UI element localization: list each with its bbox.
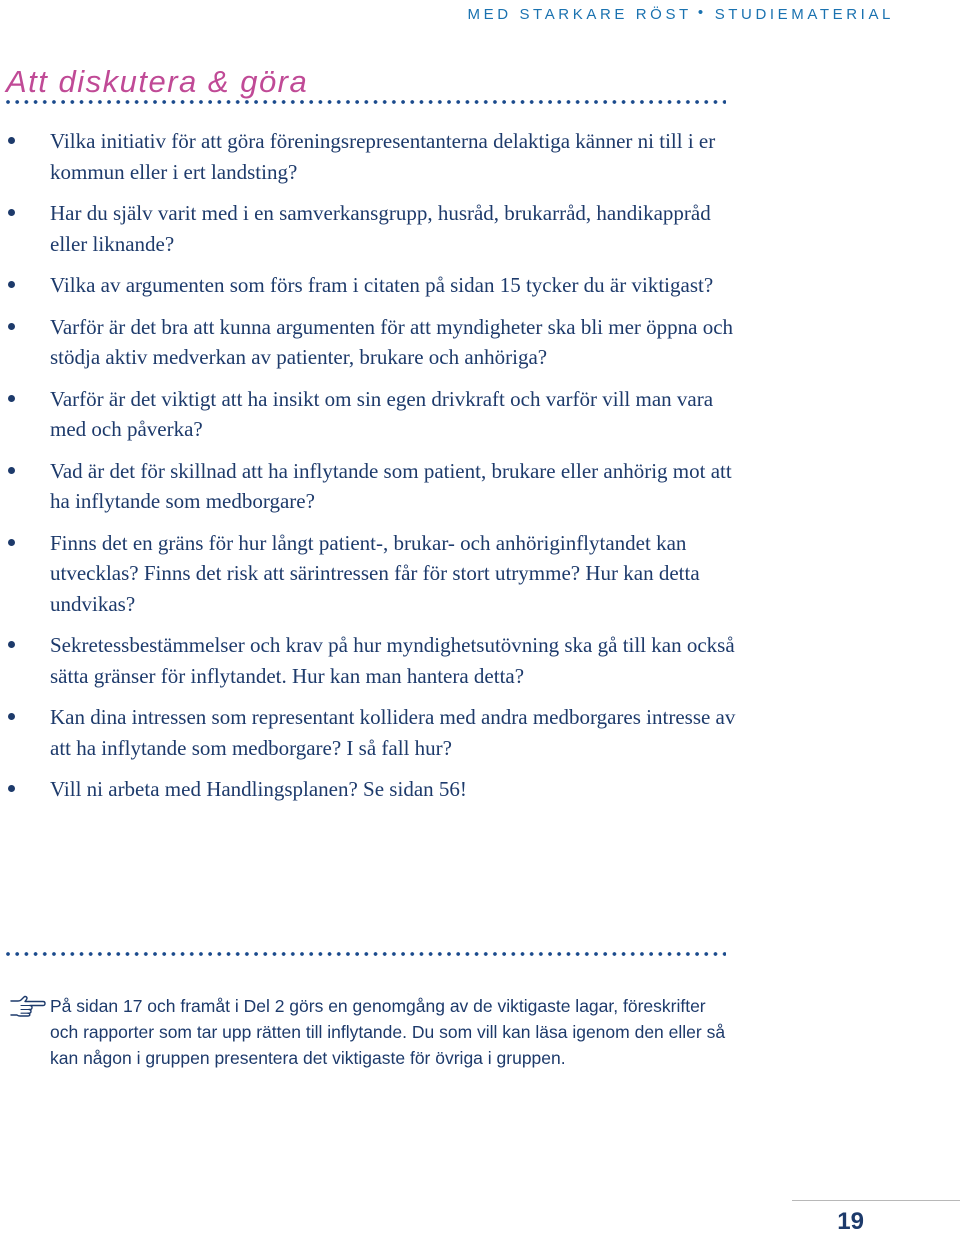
question-item (0, 270, 740, 301)
bullet-icon (8, 323, 15, 330)
question-text: Vilka initiativ för att göra föreningsrepresentanterna delaktiga känner ni till i er kommun eller i ert landsting? (50, 129, 716, 184)
running-header-section: STUDIEMATERIAL (714, 6, 894, 23)
pointing-hand-icon (10, 995, 46, 1017)
running-header (468, 6, 894, 23)
question-text: Vilka av argumenten som förs fram i citaten på sidan 15 tycker du är viktigast? (50, 273, 714, 297)
bullet-icon (8, 209, 15, 216)
page-number: 19 (837, 1208, 864, 1235)
question-text: Har du själv varit med i en samverkansgrupp, husråd, brukarråd, handikappråd eller liknande? (50, 201, 711, 256)
bullet-icon (8, 395, 15, 402)
question-text: Varför är det viktigt att ha insikt om sin egen drivkraft och varför vill man vara med och påverka? (50, 386, 714, 441)
footer-rule (792, 1200, 960, 1201)
question-text: Kan dina intressen som representant kollidera med andra medborgares intresse av att ha inflytande som medborgare? I så fall hur? (50, 705, 736, 760)
question-item (0, 312, 740, 373)
dotted-divider-bottom (6, 952, 726, 956)
question-item (0, 702, 740, 763)
question-text: Vad är det för skillnad att ha inflytande som patient, brukare eller anhörig mot att ha inflytande som medborgare? (50, 458, 732, 513)
question-item (0, 456, 740, 517)
question-item (0, 198, 740, 259)
question-item (0, 126, 740, 187)
question-text: Vill ni arbeta med Handlingsplanen? Se sidan 56! (50, 777, 467, 801)
question-item (0, 774, 740, 805)
bullet-icon (8, 713, 15, 720)
question-item (0, 384, 740, 445)
running-header-publication: MED STARKARE RÖST (467, 6, 692, 23)
bullet-icon (8, 467, 15, 474)
bullet-dot-icon: • (697, 4, 707, 21)
bullet-icon (8, 137, 15, 144)
note-text: På sidan 17 och framåt i Del 2 görs en genomgång av de viktigaste lagar, föreskrifter och rapporter som tar upp rätten till inflytande. Du som vill kan läsa igenom den eller så kan någon i gruppen presentera det viktigaste för övriga i gruppen. (50, 996, 726, 1068)
bullet-icon (8, 281, 15, 288)
question-text: Varför är det bra att kunna argumenten för att myndigheter ska bli mer öppna och stödja aktiv medverkan av patienter, brukare och anhöriga? (50, 314, 734, 369)
question-list (0, 126, 740, 816)
dotted-divider-top (6, 100, 726, 104)
question-item (0, 528, 740, 620)
question-text: Sekretessbestämmelser och krav på hur myndighetsutövning ska gå till kan också sätta gränser för inflytandet. Hur kan man hantera detta? (50, 633, 735, 688)
section-title: Att diskutera & göra (6, 64, 309, 99)
question-item (0, 630, 740, 691)
question-text: Finns det en gräns för hur långt patient-, brukar- och anhöriginflytandet kan utvecklas? Finns det risk att särintressen får för stort utrymme? Hur kan detta undvikas? (50, 530, 700, 616)
bullet-icon (8, 641, 15, 648)
bullet-icon (8, 785, 15, 792)
bullet-icon (8, 539, 15, 546)
